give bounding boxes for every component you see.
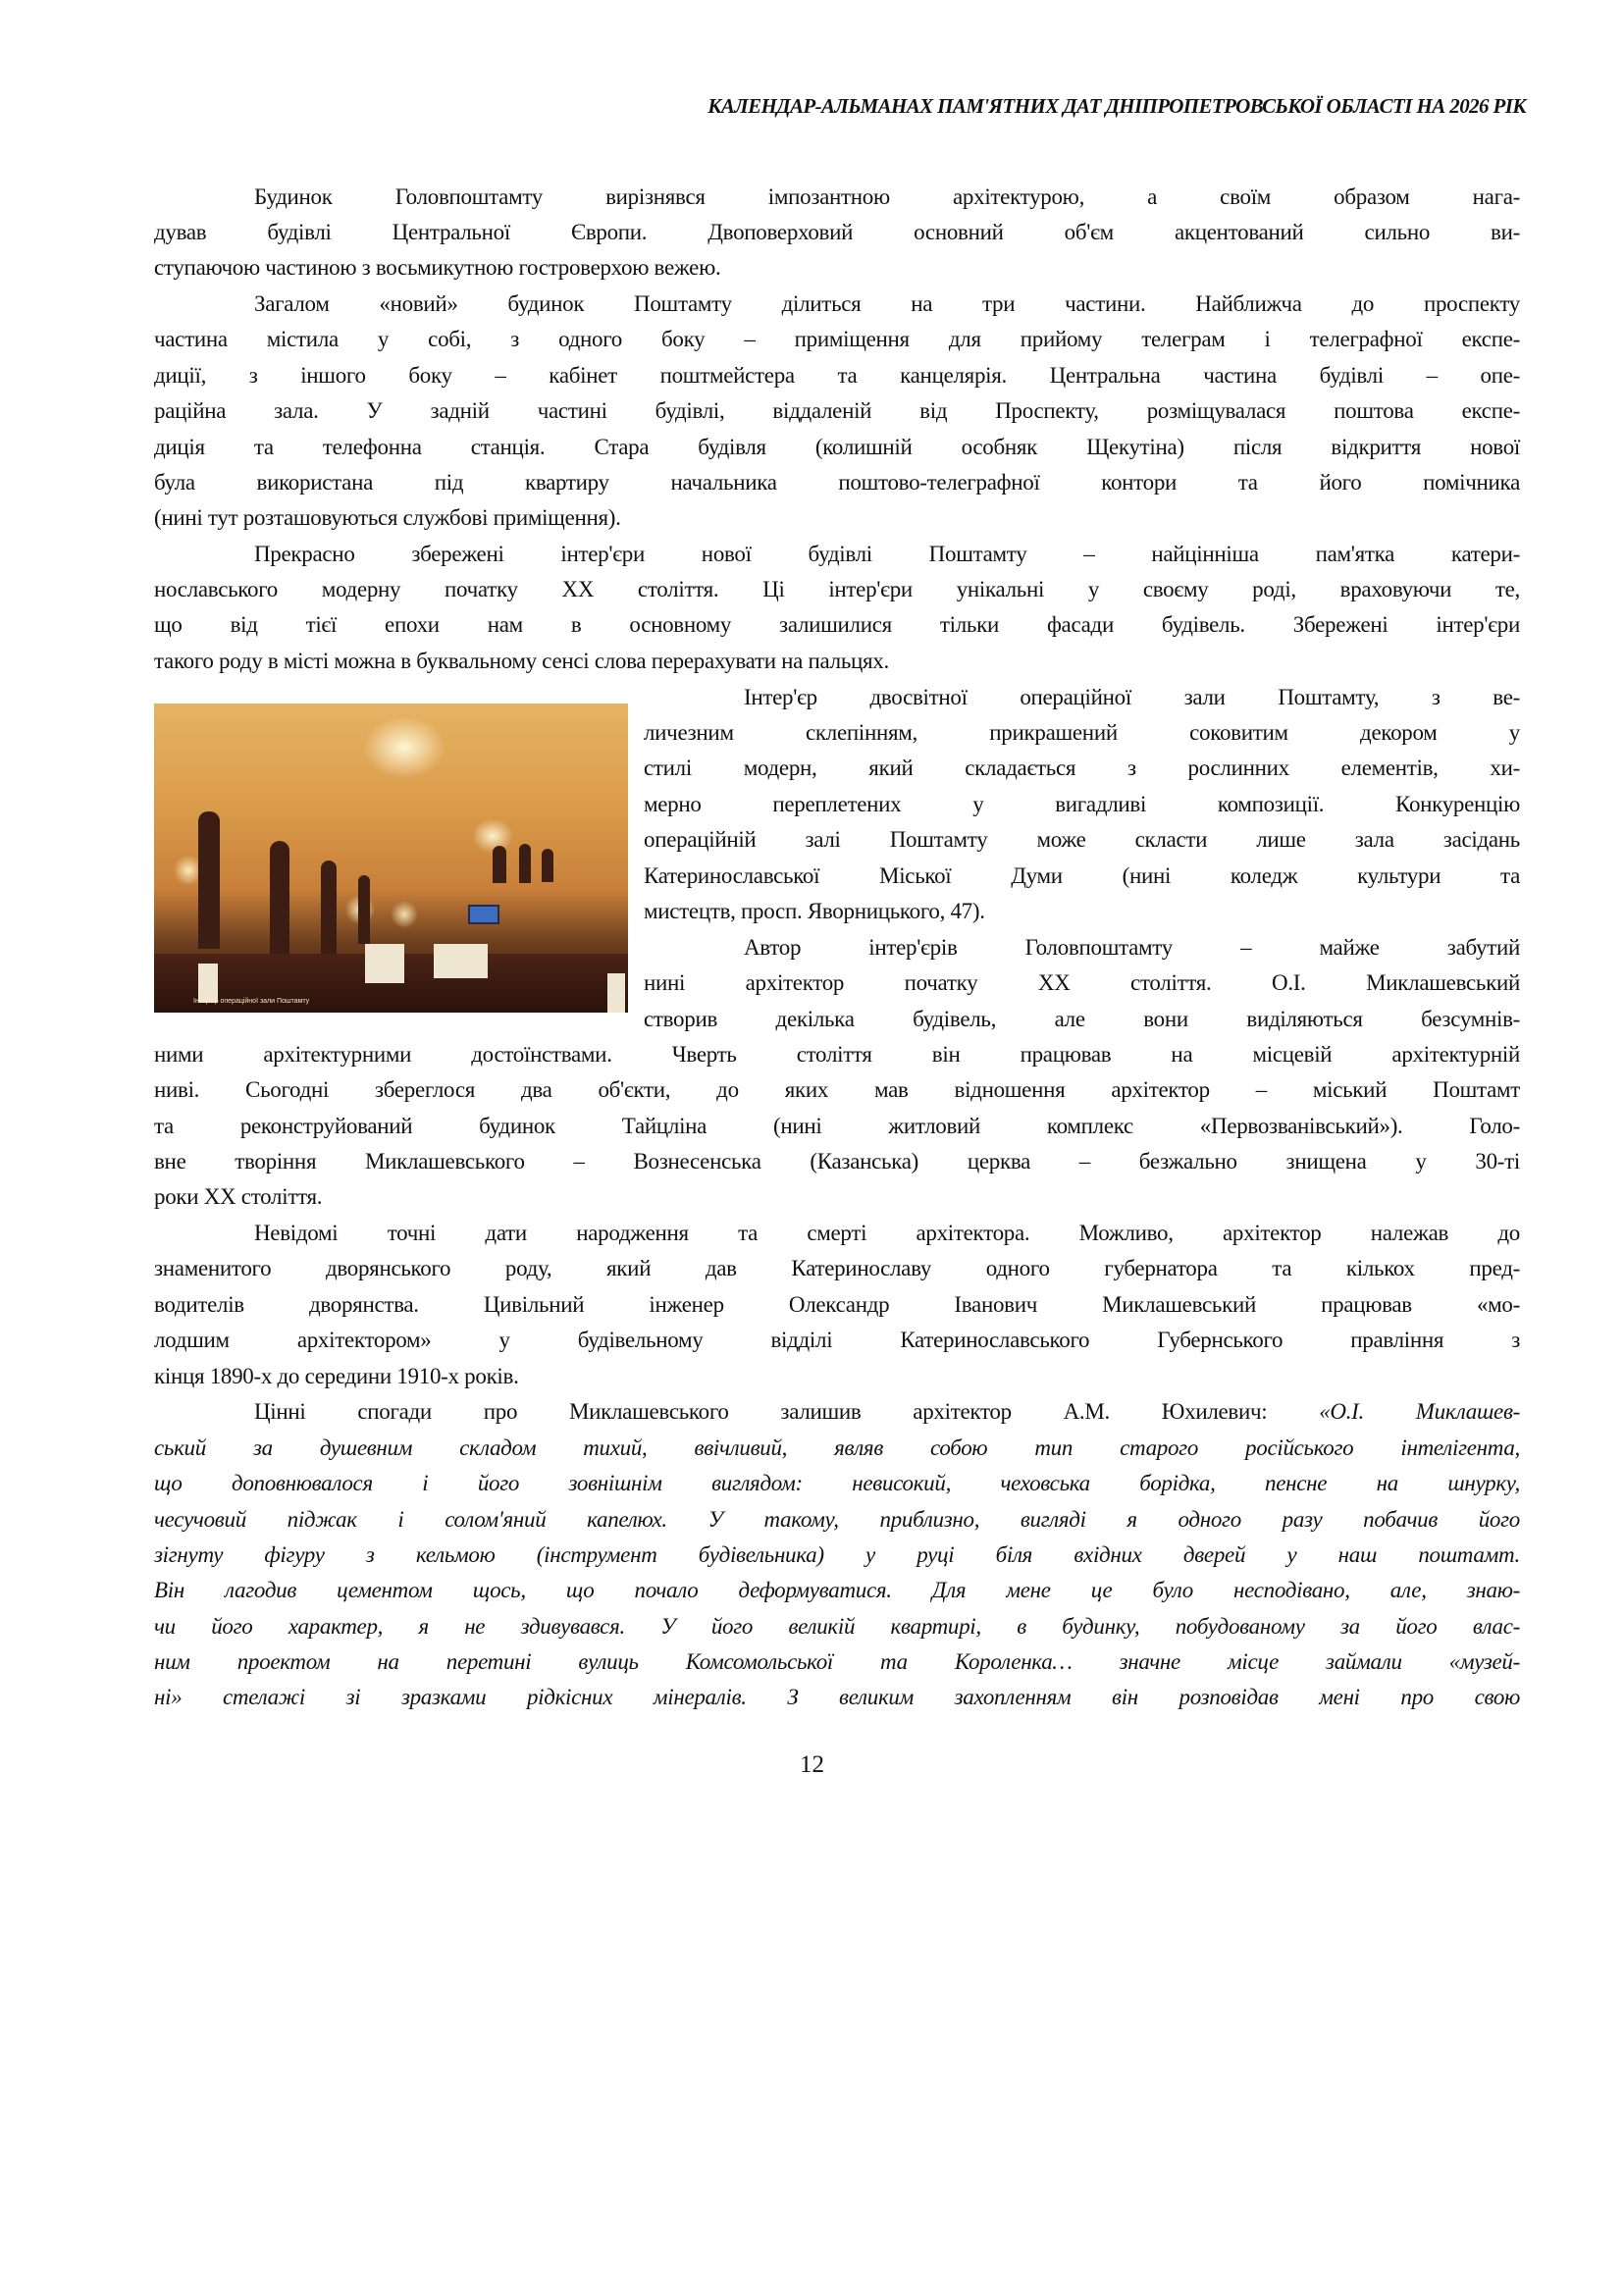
display-stand xyxy=(198,964,218,1003)
running-header: КАЛЕНДАР-АЛЬМАНАХ ПАМ'ЯТНИХ ДАТ ДНІПРОПЕТРОВСЬКОЇ ОБЛАСТІ НА 2026 РІК xyxy=(707,94,1526,118)
text-line: частина містила у собі, з одного боку – приміщення для прийому телеграм і телеграфної експе- xyxy=(154,327,1520,351)
text-line: такого роду в місті можна в буквальному сенсі слова перерахувати на пальцях. xyxy=(154,649,889,673)
window xyxy=(270,841,289,954)
display-stand xyxy=(434,944,488,978)
text-line: водителів дворянства. Цивільний інженер Олександр Іванович Миклашевський працював «мо- xyxy=(154,1292,1520,1317)
text-line: диції, з іншого боку – кабінет поштмейстера та канцелярія. Центральна частина будівлі – опе- xyxy=(154,363,1520,388)
display-stand xyxy=(365,944,404,983)
quote-line: що доповнювалося і його зовнішнім виглядом: невисокий, чеховська борідка, пенсне на шнурку, xyxy=(154,1471,1520,1495)
text-line xyxy=(154,1397,1520,1427)
quote-line: чи його характер, я не здивувався. У його великій квартирі, в будинку, побудованому за його влас- xyxy=(154,1614,1520,1639)
text-line: вне творіння Миклашевського – Вознесенська (Казанська) церква – безжально знищена у 30-ті xyxy=(154,1149,1520,1174)
quote-line: чесучовий піджак і солом'яний капелюх. У такому, приблизно, вигляді я одного разу побачив його xyxy=(154,1507,1520,1532)
quote-lead: Цінні спогади про Миклашевського залишив архітектор А.М. Юхилевич: xyxy=(254,1399,1320,1424)
text-line: мистецтв, просп. Яворницького, 47). xyxy=(644,899,985,923)
quote-start: «О.І. Миклашев- xyxy=(1319,1399,1521,1424)
window xyxy=(542,849,553,882)
window xyxy=(321,861,337,954)
text-line: та реконструйований будинок Тайцліна (нині житловий комплекс «Первозванівський»). Голо- xyxy=(154,1114,1520,1138)
text-line: личезним склепінням, прикрашений соковитим декором у xyxy=(644,720,1520,745)
text-line: Будинок Головпоштамту вирізнявся імпозантною архітектурою, а своїм образом нага- xyxy=(254,184,1520,209)
text-line: нославського модерну початку ХХ століття. Ці інтер'єри унікальні у своєму роді, враховуючи те, xyxy=(154,577,1520,601)
quote-line: Він лагодив цементом щось, що почало деформуватися. Для мене це було несподівано, але, знаю- xyxy=(154,1578,1520,1602)
quote-line: ський за душевним складом тихий, ввічливий, являв собою тип старого російського інтелігента, xyxy=(154,1435,1520,1460)
text-line: мерно переплетених у вигадливі композиції. Конкуренцію xyxy=(644,792,1520,816)
text-line: роки ХХ століття. xyxy=(154,1184,323,1209)
text-line: раційна зала. У задній частині будівлі, віддаленій від Проспекту, розміщувалася поштова експе- xyxy=(154,398,1520,423)
text-line: Невідомі точні дати народження та смерті архітектора. Можливо, архітектор належав до xyxy=(254,1221,1520,1245)
quote-line: ним проектом на перетині вулиць Комсомольської та Короленка… значне місце займали «музей- xyxy=(154,1649,1520,1674)
text-line: (нині тут розташовуються службові приміщення). xyxy=(154,505,621,530)
text-line: лодшим архітектором» у будівельному відділі Катеринославського Губернського правління з xyxy=(154,1328,1520,1352)
page-number: 12 xyxy=(800,1751,824,1778)
text-line: ними архітектурними достоїнствами. Чверть століття він працював на місцевій архітектурній xyxy=(154,1042,1520,1067)
post-office-hall-photo xyxy=(154,704,628,1013)
window xyxy=(493,846,506,883)
text-line: знаменитого дворянського роду, який дав Катеринославу одного губернатора та кількох пред- xyxy=(154,1256,1520,1280)
photo-caption: Інтер'єр операційної зали Поштамту xyxy=(193,998,310,1005)
text-line: Загалом «новий» будинок Поштамту ділиться на три частини. Найближча до проспекту xyxy=(254,291,1520,316)
text-line: Прекрасно збережені інтер'єри нової будівлі Поштамту – найцінніша пам'ятка катери- xyxy=(254,542,1520,566)
text-line: ступаючою частиною з восьмикутною гостроверхою вежею. xyxy=(154,255,721,280)
text-line: дував будівлі Центральної Європи. Двоповерховий основний об'єм акцентований сильно ви- xyxy=(154,220,1520,244)
text-line: Катеринославської Міської Думи (нині коледж культури та xyxy=(644,863,1520,888)
window xyxy=(519,844,531,883)
quote-line: ні» стелажі зі зразками рідкісних мінералів. З великим захопленням він розповідав мені про свою xyxy=(154,1685,1520,1709)
text-line: створив декілька будівель, але вони виділяються безсумнів- xyxy=(644,1007,1520,1031)
text-line: Інтер'єр двосвітної операційної зали Поштамту, з ве- xyxy=(744,685,1520,709)
display-stand xyxy=(607,973,625,1013)
quote-line: зігнуту фігуру з кельмою (інструмент будівельника) у руці біля вхідних дверей у наш поштамт. xyxy=(154,1542,1520,1567)
text-line: диція та телефонна станція. Стара будівля (колишній особняк Щекутіна) після відкриття нової xyxy=(154,435,1520,459)
text-line: операційній залі Поштамту може скласти лише зала засідань xyxy=(644,827,1520,852)
text-line: Автор інтер'єрів Головпоштамту – майже забутий xyxy=(744,935,1520,960)
window xyxy=(198,811,220,949)
text-line: ниві. Сьогодні збереглося два об'єкти, до яких мав відношення архітектор – міський Поштамт xyxy=(154,1077,1520,1102)
text-line: нині архітектор початку ХХ століття. О.І. Миклашевський xyxy=(644,970,1520,995)
text-line: була використана під квартиру начальника поштово-телеграфної контори та його помічника xyxy=(154,470,1520,495)
window xyxy=(358,875,370,944)
text-line: кінця 1890-х до середини 1910-х років. xyxy=(154,1364,519,1388)
text-line: стилі модерн, який складається з рослинних елементів, хи- xyxy=(644,756,1520,780)
info-screen xyxy=(468,905,499,924)
text-line: що від тієї епохи нам в основному залишилися тільки фасади будівель. Збережені інтер'єри xyxy=(154,612,1520,637)
